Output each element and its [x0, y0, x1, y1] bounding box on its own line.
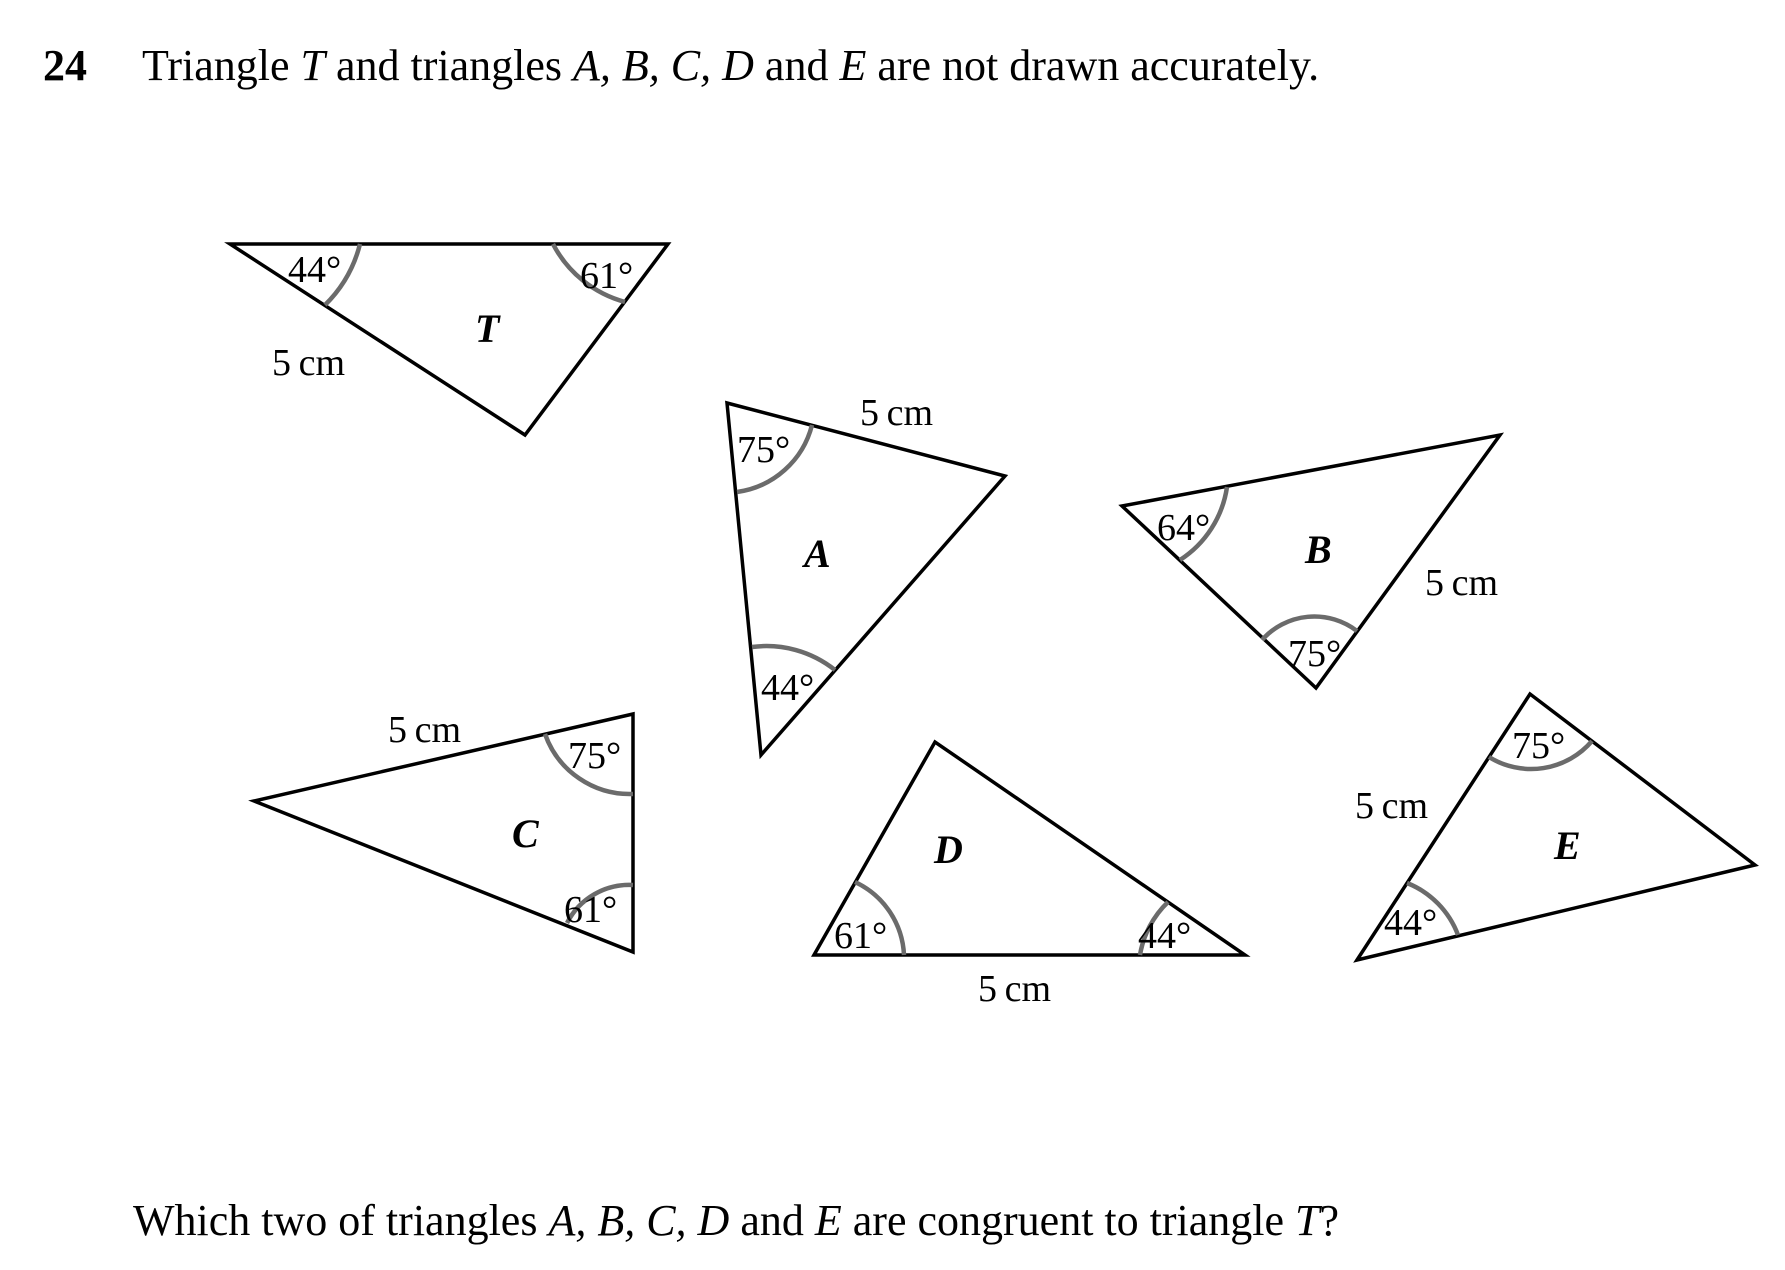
triangle-e-angle-label: 75° — [1512, 725, 1566, 767]
triangle-d — [814, 742, 1245, 1010]
triangle-t-name: T — [475, 306, 500, 351]
triangle-c-angle-label: 75° — [568, 735, 622, 777]
intro-part: A, B, C, D — [573, 41, 754, 90]
triangle-t — [230, 244, 668, 435]
question-prompt — [133, 1195, 1339, 1247]
triangle-d-angle-label: 61° — [834, 915, 888, 957]
prompt-part: T — [1295, 1196, 1320, 1245]
triangle-a-angle-label: 44° — [761, 667, 815, 709]
triangle-t-angle-label: 44° — [288, 249, 342, 291]
triangle-a — [727, 392, 1005, 755]
triangle-c-side-label: 5 cm — [388, 709, 462, 751]
prompt-part: Which two of triangles — [133, 1196, 549, 1245]
intro-part: Triangle — [142, 41, 301, 90]
triangle-t-side-label: 5 cm — [272, 342, 346, 384]
intro-part: and — [753, 41, 840, 90]
triangle-a-angle-label: 75° — [737, 429, 791, 471]
triangle-b-angle-label: 64° — [1157, 507, 1211, 549]
triangle-c — [254, 709, 633, 952]
prompt-part: A, B, C, D — [548, 1196, 730, 1245]
triangle-t-angle-label: 61° — [580, 255, 634, 297]
triangle-c-angle-label: 61° — [564, 889, 618, 931]
triangle-e — [1355, 694, 1755, 960]
triangle-e-angle-label: 44° — [1384, 902, 1438, 944]
triangle-a-side-label: 5 cm — [860, 392, 934, 434]
intro-part: E — [839, 41, 867, 90]
triangle-d-side-label: 5 cm — [978, 968, 1052, 1010]
triangle-e-side-label: 5 cm — [1355, 785, 1429, 827]
prompt-part: are congruent to triangle — [841, 1196, 1296, 1245]
prompt-part: E — [814, 1196, 842, 1245]
triangle-a-name: A — [804, 531, 831, 576]
triangle-d-angle-label: 44° — [1138, 915, 1192, 957]
prompt-part: and — [729, 1196, 815, 1245]
intro-part: T — [300, 41, 325, 90]
triangle-b-name: B — [1305, 527, 1332, 572]
triangle-e-name: E — [1554, 823, 1581, 868]
triangle-b-angle-label: 75° — [1288, 633, 1342, 675]
triangle-b-side-label: 5 cm — [1425, 562, 1499, 604]
intro-part: are not drawn accurately. — [866, 41, 1320, 90]
prompt-part: ? — [1319, 1196, 1340, 1245]
triangle-c-name: C — [512, 811, 539, 856]
intro-part: and triangles — [324, 41, 574, 90]
triangle-d-name: D — [934, 827, 963, 872]
triangle-b — [1122, 435, 1500, 688]
question-number: 24 — [43, 41, 87, 90]
